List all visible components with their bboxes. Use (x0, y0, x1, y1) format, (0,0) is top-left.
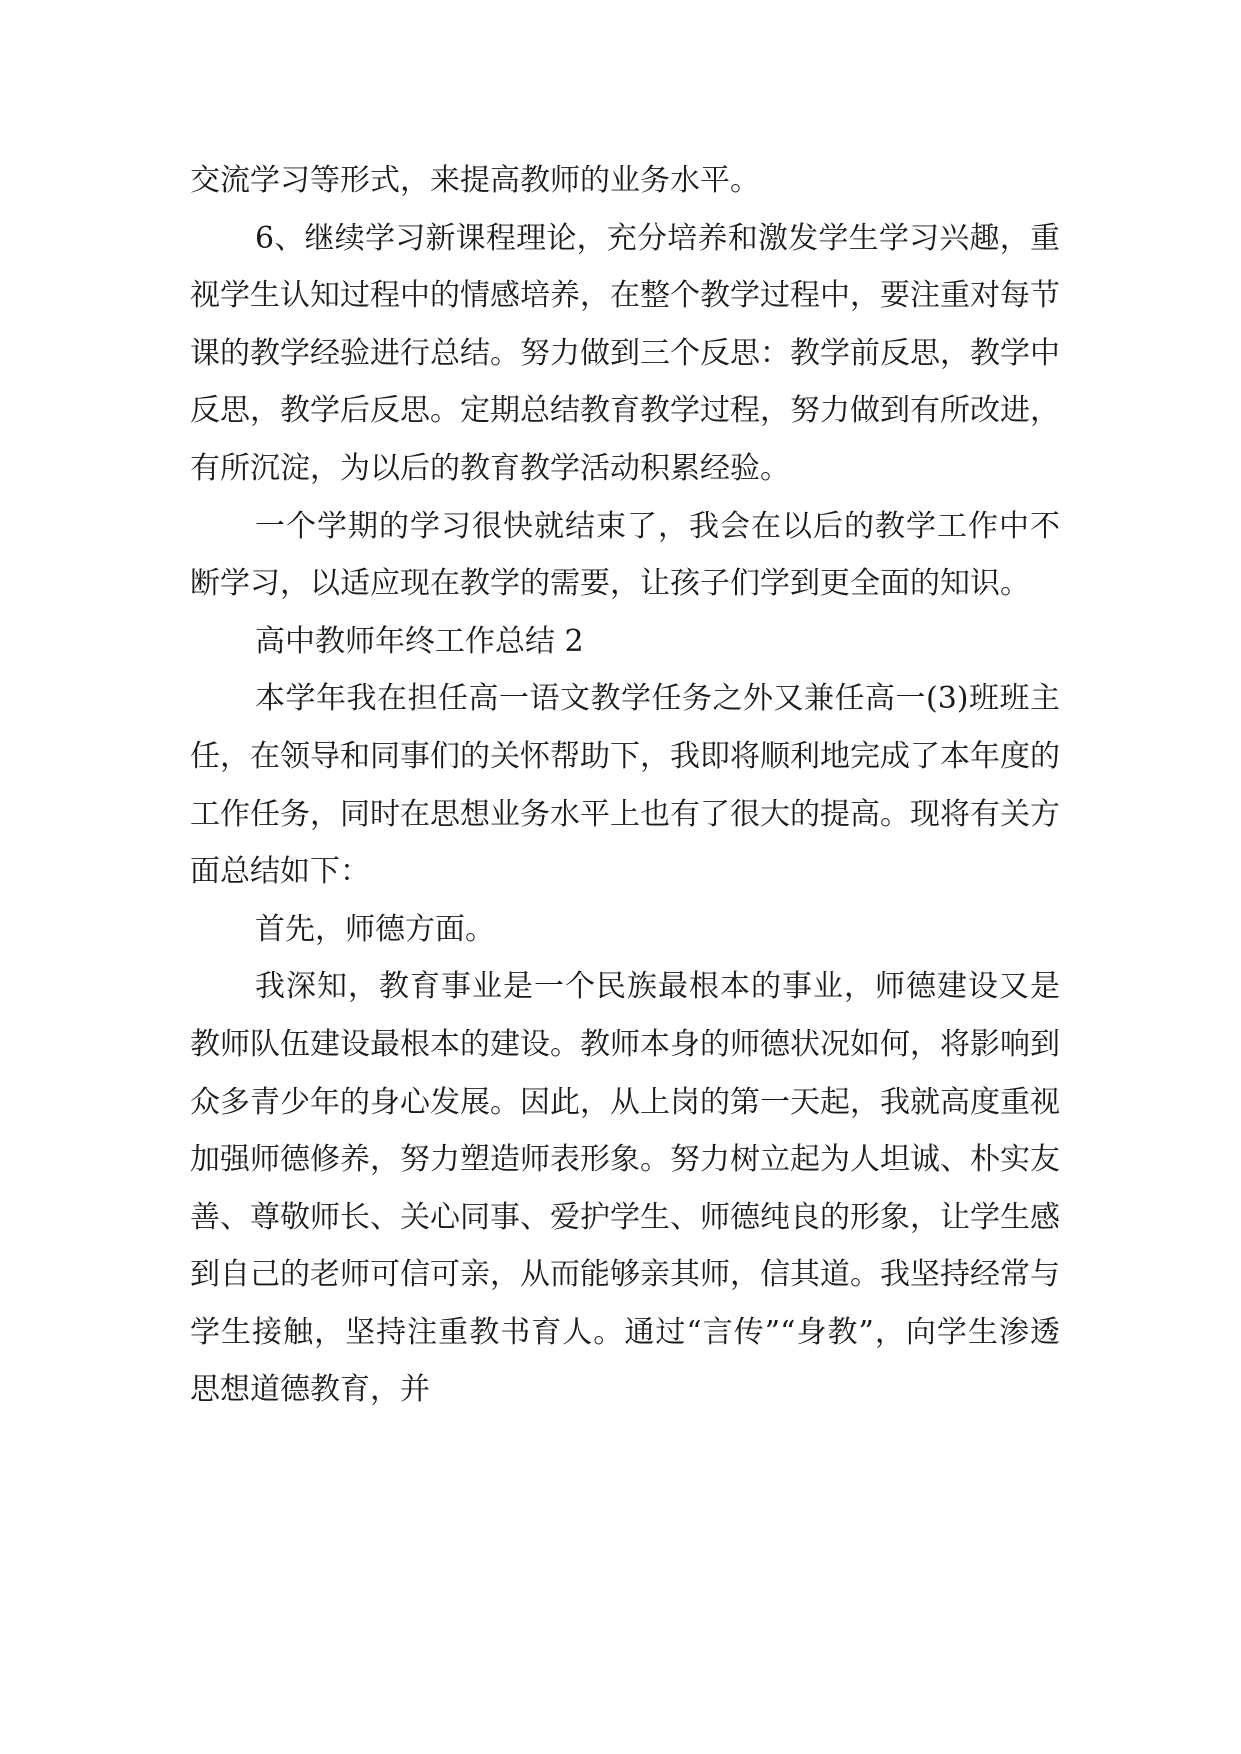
paragraph-2: 6、继续学习新课程理论，充分培养和激发学生学习兴趣，重视学生认知过程中的情感培养，在整个教学过程中，要注重对每节课的教学经验进行总结。努力做到三个反思：教学前反思，教学中反思，教学后反思。定期总结教育教学过程，努力做到有所改进，有所沉淀，为以后的教育教学活动积累经验。 (190, 220, 1060, 486)
paragraph-4: 本学年我在担任高一语文教学任务之外又兼任高一(3)班班主任，在领导和同事们的关怀帮助下，我即将顺利地完成了本年度的工作任务，同时在思想业务水平上也有了很大的提高。现将有关方面总结如下： (190, 681, 1060, 890)
section-heading: 高中教师年终工作总结 2 (255, 623, 584, 659)
paragraph-5: 首先，师德方面。 (255, 911, 495, 947)
paragraph-3: 一个学期的学习很快就结束了，我会在以后的教学工作中不断学习，以适应现在教学的需要，让孩子们学到更全面的知识。 (190, 508, 1060, 602)
paragraph-6: 我深知，教育事业是一个民族最根本的事业，师德建设又是教师队伍建设最根本的建设。教师本身的师德状况如何，将影响到众多青少年的身心发展。因此，从上岗的第一天起，我就高度重视加强师德修养，努力塑造师表形象。努力树立起为人坦诚、朴实友善、尊敬师长、关心同事、爱护学生、师德纯良的形象，让学生感到自己的老师可信可亲，从而能够亲其师，信其道。我坚持经常与学生接触，坚持注重教书育人。通过“言传”“身教”，向学生渗透思想道德教育，并 (190, 969, 1060, 1408)
paragraph-1: 交流学习等形式，来提高教师的业务水平。 (190, 163, 760, 198)
document-body (190, 152, 1060, 1419)
